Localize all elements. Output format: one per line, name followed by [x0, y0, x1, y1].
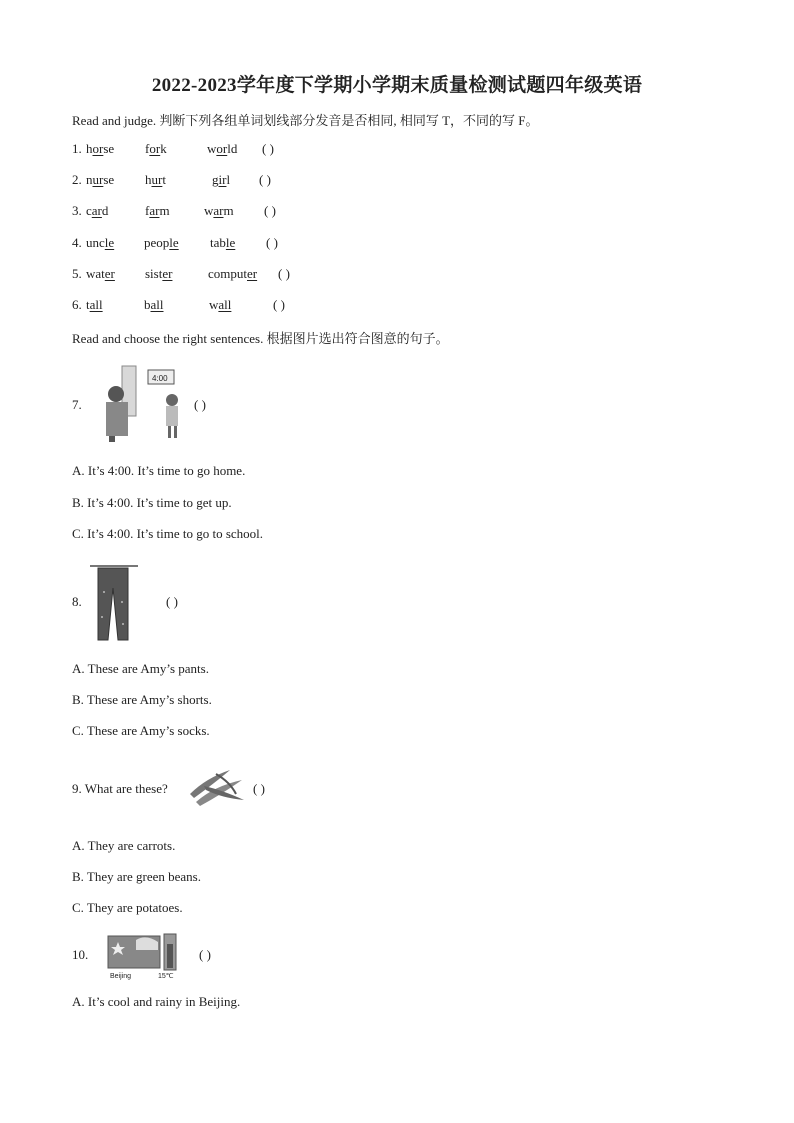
underlined-letters: ir	[218, 172, 227, 187]
word-part: se	[103, 172, 115, 187]
q9-option-c: C. They are potatoes.	[72, 900, 183, 915]
word-part: w	[204, 203, 214, 218]
underlined-letters: er	[162, 266, 173, 281]
word	[86, 141, 114, 157]
underlined-letters: or	[216, 141, 228, 156]
word	[86, 266, 115, 282]
q10-number: 10.	[72, 947, 89, 962]
underlined-letters: ur	[151, 172, 163, 187]
word-part: d	[101, 203, 109, 218]
item-number: 1.	[72, 141, 82, 156]
word-part: unc	[86, 235, 105, 250]
q10-weather-picture	[106, 930, 182, 982]
answer-blank[interactable]: ( )	[266, 235, 278, 250]
word-part: m	[159, 203, 170, 218]
q8-option-c: C. These are Amy’s socks.	[72, 723, 210, 738]
word-part: b	[144, 297, 151, 312]
answer-blank[interactable]: ( )	[259, 172, 271, 187]
q8-number: 8.	[72, 594, 82, 609]
word-part: w	[209, 297, 219, 312]
word	[209, 297, 231, 313]
word-part: h	[145, 172, 152, 187]
underlined-letters: le	[104, 235, 115, 250]
word-part: g	[212, 172, 219, 187]
word	[145, 203, 170, 219]
word-part: c	[86, 203, 92, 218]
word-part: n	[86, 172, 93, 187]
q8-pants-picture	[88, 562, 140, 644]
word-part: ld	[227, 141, 238, 156]
q7-answer-blank[interactable]: ( )	[194, 397, 206, 412]
underlined-letters: all	[89, 297, 103, 312]
word-part: t	[86, 297, 90, 312]
item-number: 2.	[72, 172, 82, 187]
item-number: 6.	[72, 297, 82, 312]
underlined-letters: ur	[92, 172, 104, 187]
answer-blank[interactable]: ( )	[278, 266, 290, 281]
page-title: 2022-2023学年度下学期小学期末质量检测试题四年级英语	[151, 75, 643, 96]
q7-option-c: C. It’s 4:00. It’s time to go to school.	[72, 526, 264, 541]
q9-question: 9. What are these?	[72, 781, 168, 796]
word-part: k	[160, 141, 167, 156]
word-part: t	[162, 172, 166, 187]
word	[144, 235, 179, 251]
q7-option-a: A. It’s 4:00. It’s time to go home.	[72, 463, 246, 478]
q10-temp-label: 15℃	[158, 973, 174, 980]
q9-beans-picture	[186, 764, 248, 808]
q8-option-a: A. These are Amy’s pants.	[72, 661, 209, 676]
q10-option-a: A. It’s cool and rainy in Beijing.	[72, 994, 241, 1009]
section2-instruction: Read and choose the right sentences. 根据图片选出符合图意的句子。	[72, 331, 449, 346]
word-part: l	[226, 172, 231, 187]
underlined-letters: ar	[149, 203, 160, 218]
word	[145, 141, 167, 157]
word	[86, 203, 108, 219]
item-number: 3.	[72, 203, 82, 218]
q7-number: 7.	[72, 397, 82, 412]
underlined-letters: or	[149, 141, 161, 156]
underlined-letters: all	[218, 297, 232, 312]
word	[145, 172, 166, 188]
underlined-letters: ar	[91, 203, 102, 218]
underlined-letters: le	[225, 235, 236, 250]
word	[145, 266, 172, 282]
q7-clock-picture	[100, 362, 185, 442]
underlined-letters: er	[247, 266, 258, 281]
answer-blank[interactable]: ( )	[264, 203, 276, 218]
word-part: comput	[208, 266, 247, 281]
q8-option-b: B. These are Amy’s shorts.	[72, 692, 212, 707]
word-part: f	[145, 203, 150, 218]
word-part: f	[145, 141, 150, 156]
q9-option-a: A. They are carrots.	[72, 838, 176, 853]
word-part: peop	[144, 235, 170, 250]
underlined-letters: le	[169, 235, 179, 250]
q7-option-b: B. It’s 4:00. It’s time to get up.	[72, 495, 232, 510]
q10-city-label: Beijing	[110, 973, 132, 980]
word-part: wat	[86, 266, 105, 281]
word-part: sist	[145, 266, 163, 281]
underlined-letters: all	[150, 297, 164, 312]
q9-option-b: B. They are green beans.	[72, 869, 201, 884]
underlined-letters: er	[104, 266, 115, 281]
word-part: w	[207, 141, 217, 156]
answer-blank[interactable]: ( )	[262, 141, 274, 156]
underlined-letters: ar	[213, 203, 224, 218]
word	[208, 266, 257, 282]
word	[144, 297, 164, 313]
word-part: se	[103, 141, 115, 156]
word	[86, 297, 103, 313]
word	[86, 235, 114, 251]
q10-answer-blank[interactable]: ( )	[199, 947, 211, 962]
underlined-letters: or	[92, 141, 104, 156]
word-part: m	[223, 203, 234, 218]
word	[210, 235, 235, 251]
word-part: tab	[210, 235, 226, 250]
word	[212, 172, 230, 188]
word	[207, 141, 237, 157]
item-number: 5.	[72, 266, 82, 281]
item-number: 4.	[72, 235, 82, 250]
q7-clock-text: 4:00	[152, 374, 168, 383]
word	[86, 172, 114, 188]
word-part: h	[86, 141, 93, 156]
word	[204, 203, 234, 219]
q9-answer-blank[interactable]: ( )	[253, 781, 265, 796]
section1-instruction: Read and judge. 判断下列各组单词划线部分发音是否相同, 相同写 T，不同的写 F。	[72, 113, 539, 128]
q8-answer-blank[interactable]: ( )	[166, 594, 178, 609]
answer-blank[interactable]: ( )	[273, 297, 285, 312]
